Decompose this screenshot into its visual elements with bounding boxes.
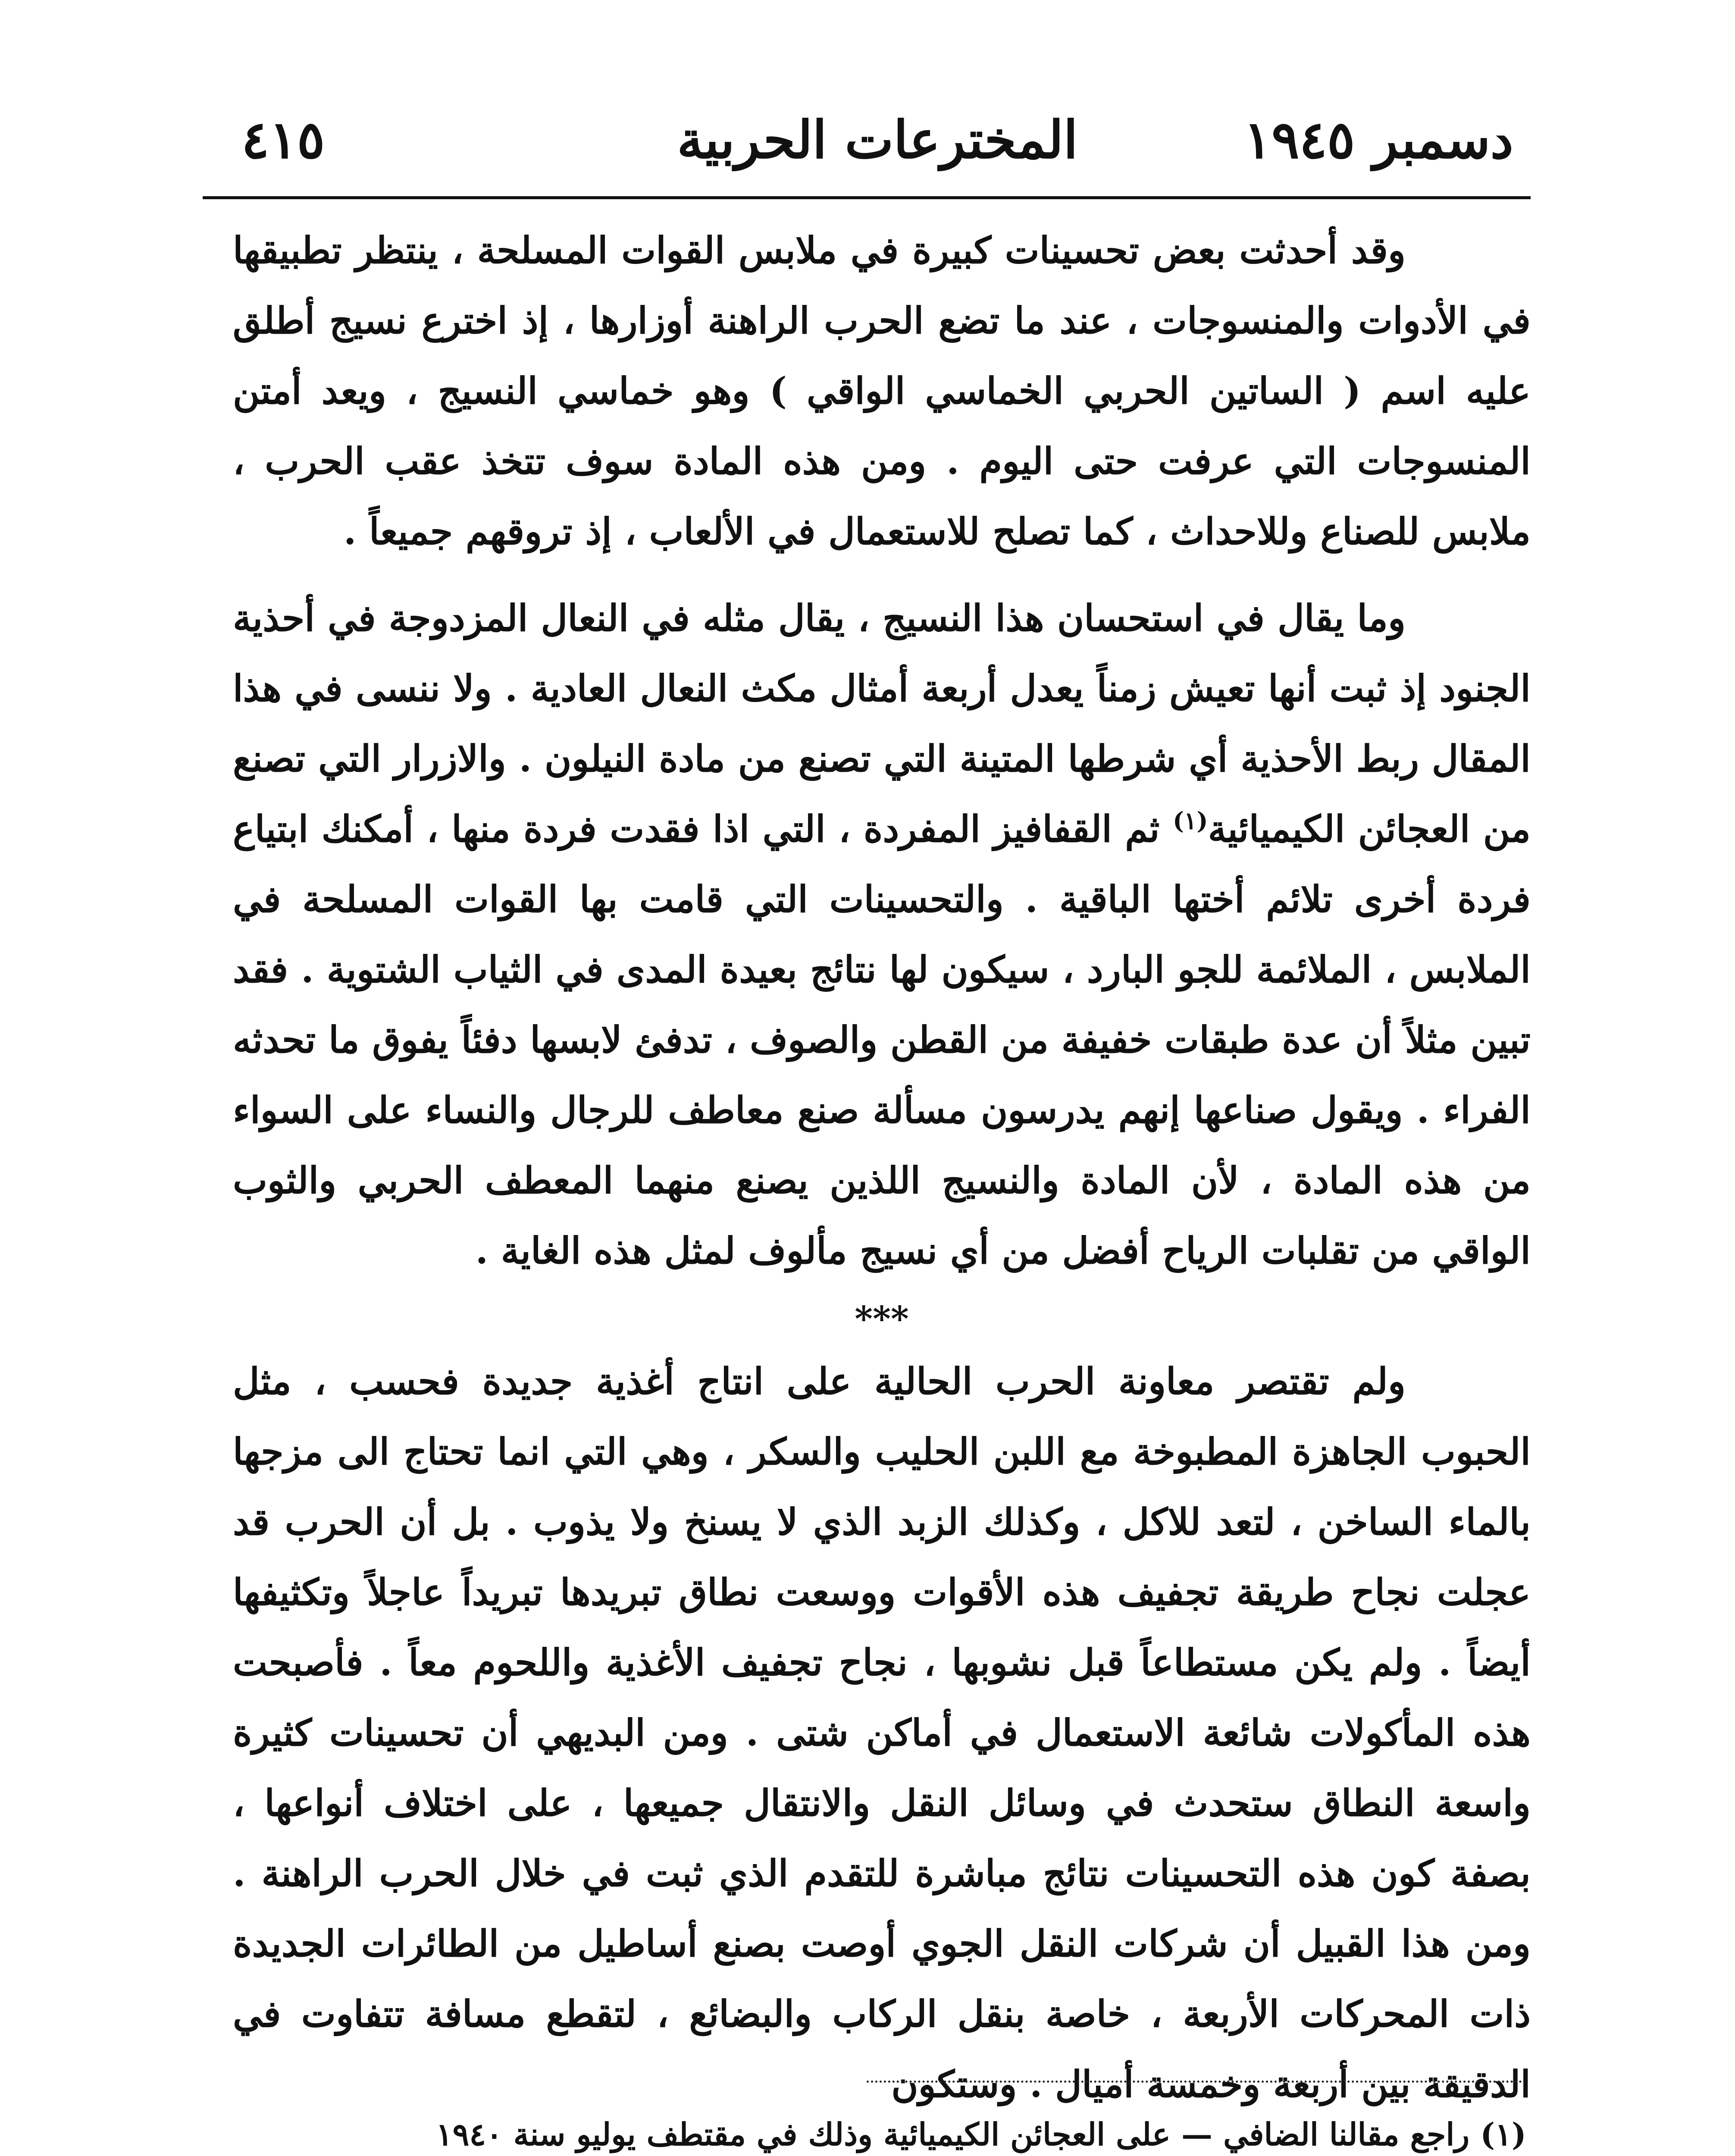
- header-rule: [203, 196, 1531, 199]
- paragraph-2-part-b: ثم القفافيز المفردة ، التي اذا فقدت فردة منها ، أمكنك ابتياع فردة أخرى تلائم أختها الباقية . والتحسينات التي قامت بها القوات المسلحة في الملابس ، الملائمة للجو البارد ، سيكون لها نتائج بعيدة المدى في الثياب الشتوية . فقد تبين مثلاً أن عدة طبقات خفيفة من القطن والصوف ، تدفئ لابسها دفئاً يفوق ما تحدثه الفراء . ويقول صناعها إنهم يدرسون مسألة صنع معاطف للرجال والنساء على السواء من هذه المادة ، لأن المادة والنسيج اللذين يصنع منهما المعطف الحربي والثوب الواقي من تقلبات الرياح أفضل من أي نسيج مألوف لمثل هذه الغاية .: [233, 808, 1531, 1272]
- paragraph-3: ولم تقتصر معاونة الحرب الحالية على انتاج أغذية جديدة فحسب ، مثل الحبوب الجاهزة المطبوخة مع اللبن الحليب والسكر ، وهي التي انما تحتاج الى مزجها بالماء الساخن ، لتعد للاكل ، وكذلك الزبد الذي لا يسنخ ولا يذوب . بل أن الحرب قد عجلت نجاح طريقة تجفيف هذه الأقوات ووسعت نطاق تبريدها تبريداً عاجلاً وتكثيفها أيضاً . ولم يكن مستطاعاً قبل نشوبها ، نجاح تجفيف الأغذية واللحوم معاً . فأصبحت هذه المأكولات شائعة الاستعمال في أماكن شتى . ومن البديهي أن تحسينات كثيرة واسعة النطاق ستحدث في وسائل النقل والانتقال جميعها ، على اختلاف أنواعها ، بصفة كون هذه التحسينات نتائج مباشرة للتقدم الذي ثبت في خلال الحرب الراهنة . ومن هذا القبيل أن شركات النقل الجوي أوصت بصنع أساطيل من الطائرات الجديدة ذات المحركات الأربعة ، خاصة بنقل الركاب والبضائع ، لتقطع مسافة تتفاوت في الدقيقة بين أربعة وخمسة أميال . وستكون: [233, 1360, 1531, 2106]
- page-number: ٤١٥: [241, 110, 325, 170]
- issue-date: دسمبر ١٩٤٥: [1243, 110, 1513, 170]
- paragraph-2-part-a: وما يقال في استحسان هذا النسيج ، يقال مثله في النعال المزدوجة في أحذية الجنود إذ ثبت أنها تعيش زمناً يعدل أربعة أمثال مكث النعال العادية . ولا ننسى في هذا المقال ربط الأحذية أي شرطها المتينة التي تصنع من مادة النيلون . والازرار التي تصنع من العجائن الكيميائية: [233, 597, 1531, 851]
- footnote-marker: (١): [1172, 806, 1208, 835]
- page-header: [241, 99, 1513, 185]
- paragraph-1: وقد أحدثت بعض تحسينات كبيرة في ملابس القوات المسلحة ، ينتظر تطبيقها في الأدوات والمنسوجات ، عند ما تضع الحرب الراهنة أوزارها ، إذ اخترع نسيج أطلق عليه اسم ( الساتين الحربي الخماسي الواقي ) وهو خماسي النسيج ، ويعد أمتن المنسوجات التي عرفت حتى اليوم . ومن هذه المادة سوف تتخذ عقب الحرب ، ملابس للصناع وللاحداث ، كما تصلح للاستعمال في الألعاب ، إذ تروقهم جميعاً .: [233, 229, 1531, 553]
- running-title: المخترعات الحربية: [677, 110, 1078, 170]
- article-body: [233, 216, 1531, 2120]
- paragraph-2: [233, 583, 1531, 1286]
- section-separator: ***: [855, 1298, 909, 1339]
- footnote-rule: [867, 2081, 1522, 2083]
- footnote: (١) راجع مقالنا الضافي — على العجائن الكيميائية وذلك في مقتطف يوليو سنة ١٩٤٠: [435, 2116, 1526, 2153]
